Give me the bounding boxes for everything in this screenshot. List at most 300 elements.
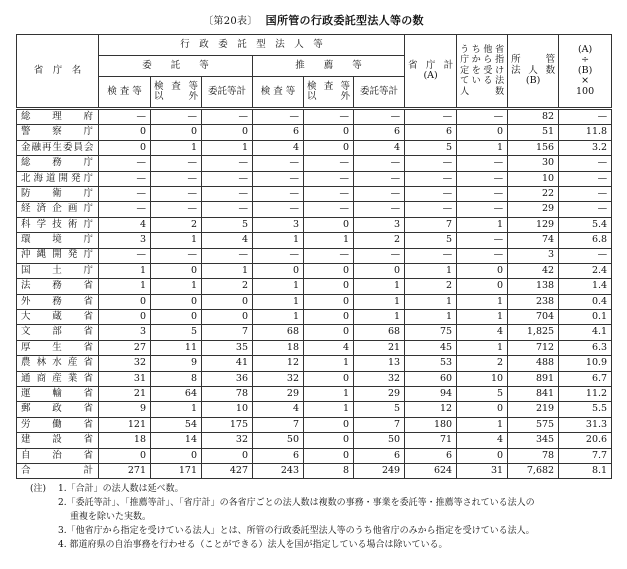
table-cell: — xyxy=(354,202,405,217)
table-cell: 6 xyxy=(354,448,405,463)
table-cell: 10 xyxy=(202,402,253,417)
table-cell: 6 xyxy=(253,448,304,463)
header-ratio xyxy=(559,35,612,109)
table-cell: 0 xyxy=(304,310,354,325)
table-cell: 78 xyxy=(508,448,559,463)
table-cell: 8 xyxy=(151,371,202,386)
table-cell: 8.1 xyxy=(559,463,612,478)
table-cell: 1 xyxy=(253,233,304,248)
table-cell: 75 xyxy=(405,325,457,340)
table-cell: 94 xyxy=(405,387,457,402)
table-cell: — xyxy=(559,202,612,217)
table-cell: — xyxy=(202,156,253,171)
table-cell: 1 xyxy=(457,217,508,232)
table-cell: 6 xyxy=(405,448,457,463)
table-cell: — xyxy=(354,186,405,201)
ministry-name: 国土庁 xyxy=(17,263,99,278)
table-cell: 74 xyxy=(508,233,559,248)
table-cell: 5 xyxy=(405,233,457,248)
table-cell: 7,682 xyxy=(508,463,559,478)
header-ratio-line: × xyxy=(581,75,590,87)
table-cell: 2.4 xyxy=(559,263,612,278)
table-cell: 42 xyxy=(508,263,559,278)
table-cell: 427 xyxy=(202,463,253,478)
table-cell: 1 xyxy=(202,263,253,278)
table-cell: 1 xyxy=(457,340,508,355)
table-cell: — xyxy=(202,109,253,125)
table-cell: 1 xyxy=(457,140,508,155)
table-cell: 841 xyxy=(508,387,559,402)
header-itaku-kensa: 検 査 等 xyxy=(99,77,151,109)
header-jurisdiction-b: (B) xyxy=(525,75,541,87)
table-cell: 0 xyxy=(99,140,151,155)
table-cell: 0 xyxy=(151,263,202,278)
header-jurisdiction xyxy=(508,35,559,109)
table-cell: 6 xyxy=(253,125,304,140)
table-cell: 5.5 xyxy=(559,402,612,417)
table-row xyxy=(17,217,612,232)
table-cell: 50 xyxy=(354,433,405,448)
table-cell: — xyxy=(457,233,508,248)
table-cell: 0 xyxy=(304,140,354,155)
ministry-name: 総理府 xyxy=(17,109,99,125)
header-jurisdiction-line: 法 人 数 xyxy=(511,64,556,76)
table-cell: 50 xyxy=(253,433,304,448)
header-jurisdiction-line: 所 管 xyxy=(511,54,556,66)
header-kensa-igai-line: 検 査 等 xyxy=(154,80,198,92)
table-cell: — xyxy=(559,171,612,186)
table-cell: 30 xyxy=(508,156,559,171)
table-cell: — xyxy=(457,171,508,186)
table-cell: 7.7 xyxy=(559,448,612,463)
table-cell: 14 xyxy=(151,433,202,448)
table-cell: 1 xyxy=(253,279,304,294)
table-cell: — xyxy=(405,171,457,186)
table-cell: 0 xyxy=(253,263,304,278)
table-cell: 0 xyxy=(457,125,508,140)
table-row xyxy=(17,248,612,263)
table-cell: — xyxy=(151,171,202,186)
table-cell: 1 xyxy=(354,279,405,294)
ministry-name: 経済企画庁 xyxy=(17,202,99,217)
table-cell: 4 xyxy=(304,340,354,355)
table-cell: 4 xyxy=(253,402,304,417)
table-cell: 22 xyxy=(508,186,559,201)
table-cell: 32 xyxy=(202,433,253,448)
table-cell: — xyxy=(354,156,405,171)
table-cell: 1 xyxy=(457,417,508,432)
table-cell: 32 xyxy=(354,371,405,386)
header-ministry: 省 庁 名 xyxy=(17,35,99,109)
header-other-line: 人 数 xyxy=(460,86,505,97)
table-cell: 5 xyxy=(457,387,508,402)
table-cell: 129 xyxy=(508,217,559,232)
table-cell: — xyxy=(99,186,151,201)
table-cell: 12 xyxy=(405,402,457,417)
table-cell: 11.2 xyxy=(559,387,612,402)
table-cell: 138 xyxy=(508,279,559,294)
table-cell: — xyxy=(99,109,151,125)
table-row xyxy=(17,417,612,432)
ministry-name: 建設省 xyxy=(17,433,99,448)
table-cell: 704 xyxy=(508,310,559,325)
table-cell: — xyxy=(253,186,304,201)
table-row xyxy=(17,140,612,155)
table-cell: — xyxy=(304,186,354,201)
table-cell: — xyxy=(559,109,612,125)
table-cell: 20.6 xyxy=(559,433,612,448)
table-cell: 0.4 xyxy=(559,294,612,309)
header-ministry-total-label: 省 庁 計 xyxy=(408,59,454,71)
table-cell: 1 xyxy=(151,279,202,294)
header-group-main: 行 政 委 託 型 法 人 等 xyxy=(99,35,405,56)
table-cell: 3 xyxy=(99,233,151,248)
table-cell: 0 xyxy=(304,417,354,432)
table-cell: 1 xyxy=(304,402,354,417)
table-cell: 1 xyxy=(405,310,457,325)
table-cell: 6.8 xyxy=(559,233,612,248)
table-row xyxy=(17,294,612,309)
ministry-name: 郵政省 xyxy=(17,402,99,417)
ministry-name: 法務省 xyxy=(17,279,99,294)
notes-label: (注) xyxy=(30,484,47,494)
notes xyxy=(30,482,620,552)
note-item-continued: 重複を除いた実数。 xyxy=(70,512,152,522)
table-cell: 10.9 xyxy=(559,356,612,371)
table-cell: 1 xyxy=(151,402,202,417)
table-row xyxy=(17,340,612,355)
table-row xyxy=(17,325,612,340)
header-other-line: 定を受け xyxy=(460,65,505,76)
table-cell: — xyxy=(405,156,457,171)
ministry-name: 警察庁 xyxy=(17,125,99,140)
table-row xyxy=(17,371,612,386)
table-row xyxy=(17,156,612,171)
header-itaku-kensa-igai xyxy=(151,77,202,109)
table-cell: 3 xyxy=(354,217,405,232)
table-cell: 54 xyxy=(151,417,202,432)
table-title-text: 国所管の行政委託型法人等の数 xyxy=(265,14,424,27)
table-cell: 1 xyxy=(253,294,304,309)
table-cell: 45 xyxy=(405,340,457,355)
header-kensa-igai-line: 検 査 等 xyxy=(307,80,350,92)
note-item: 4. 都道府県の自治事務を行わせる（ことができる）法人を国が指定している場合は除いている。 xyxy=(58,540,448,550)
table-cell: 7 xyxy=(354,417,405,432)
table-cell: 0 xyxy=(99,125,151,140)
table-cell: 51 xyxy=(508,125,559,140)
ministry-name: 文部省 xyxy=(17,325,99,340)
table-cell: — xyxy=(304,156,354,171)
table-cell: 575 xyxy=(508,417,559,432)
table-cell: 0 xyxy=(354,263,405,278)
table-cell: 2 xyxy=(202,279,253,294)
table-cell: 0 xyxy=(304,217,354,232)
table-cell: — xyxy=(99,202,151,217)
table-cell: 13 xyxy=(354,356,405,371)
ministry-name: 厚生省 xyxy=(17,340,99,355)
table-cell: 1 xyxy=(304,387,354,402)
table-cell: 5 xyxy=(354,402,405,417)
table-cell: 4 xyxy=(99,217,151,232)
table-cell: 1 xyxy=(457,294,508,309)
table-row xyxy=(17,109,612,125)
ministry-name: 通商産業省 xyxy=(17,371,99,386)
table-cell: 121 xyxy=(99,417,151,432)
table-cell: 171 xyxy=(151,463,202,478)
table-body xyxy=(17,109,612,479)
table-cell: 53 xyxy=(405,356,457,371)
table-row xyxy=(17,310,612,325)
table-cell: — xyxy=(405,248,457,263)
table-cell: 12 xyxy=(253,356,304,371)
table-cell: 0 xyxy=(202,125,253,140)
table-cell: 0 xyxy=(304,325,354,340)
table-row xyxy=(17,433,612,448)
table-cell: 9 xyxy=(151,356,202,371)
table-cell: 78 xyxy=(202,387,253,402)
table-cell: 0.1 xyxy=(559,310,612,325)
table-cell: 0 xyxy=(99,448,151,463)
header-group-suisen: 推 薦 等 xyxy=(253,56,405,77)
table-cell: 29 xyxy=(253,387,304,402)
header-ministry-total-a: (A) xyxy=(423,70,438,81)
table-cell: — xyxy=(99,248,151,263)
table-cell: 31 xyxy=(457,463,508,478)
header-ratio-line: (A) xyxy=(577,43,593,55)
table-cell: 249 xyxy=(354,463,405,478)
header-other-line: うち他省 xyxy=(460,45,505,56)
table-cell: — xyxy=(304,202,354,217)
header-other-line: 庁から指 xyxy=(460,55,505,66)
table-cell: — xyxy=(151,186,202,201)
table-cell: 3 xyxy=(508,248,559,263)
header-group-itaku: 委 託 等 xyxy=(99,56,253,77)
table-cell: 1 xyxy=(253,310,304,325)
table-cell: 6.3 xyxy=(559,340,612,355)
table-cell: — xyxy=(457,156,508,171)
table-cell: — xyxy=(559,248,612,263)
table-cell: — xyxy=(304,248,354,263)
table-cell: 891 xyxy=(508,371,559,386)
header-other-ministry xyxy=(457,35,508,109)
table-cell: — xyxy=(405,109,457,125)
table-cell: 10 xyxy=(457,371,508,386)
note-item: 3.「他省庁から指定を受けている法人」とは、所管の行政委託型法人等のうち他省庁のみから指定を受けている法人。 xyxy=(58,526,535,536)
table-cell: 1 xyxy=(99,279,151,294)
table-row xyxy=(17,263,612,278)
header-suisen-kensa: 検 査 等 xyxy=(253,77,304,109)
table-cell: — xyxy=(202,171,253,186)
table-cell: — xyxy=(457,109,508,125)
data-table xyxy=(16,34,612,479)
ministry-name: 金融再生委員会 xyxy=(17,140,99,155)
table-cell: — xyxy=(151,156,202,171)
table-title xyxy=(0,12,627,28)
table-cell: 11 xyxy=(151,340,202,355)
table-row xyxy=(17,125,612,140)
table-cell: 3 xyxy=(253,217,304,232)
table-cell: — xyxy=(202,248,253,263)
table-cell: — xyxy=(253,248,304,263)
table-cell: 243 xyxy=(253,463,304,478)
table-cell: 0 xyxy=(304,125,354,140)
table-cell: 1 xyxy=(457,310,508,325)
table-cell: 60 xyxy=(405,371,457,386)
table-cell: 0 xyxy=(457,279,508,294)
ministry-name: 農林水産省 xyxy=(17,356,99,371)
table-cell: 156 xyxy=(508,140,559,155)
table-cell: 0 xyxy=(99,294,151,309)
table-cell: 1 xyxy=(405,263,457,278)
table-cell: 10 xyxy=(508,171,559,186)
header-ratio-line: ÷ xyxy=(581,54,590,66)
table-cell: 11.8 xyxy=(559,125,612,140)
table-cell: 0 xyxy=(304,433,354,448)
table-cell: 0 xyxy=(202,310,253,325)
table-cell: 5 xyxy=(405,140,457,155)
table-number: 〔第20表〕 xyxy=(203,16,258,27)
table-cell: 6 xyxy=(405,125,457,140)
table-cell: 219 xyxy=(508,402,559,417)
table-cell: 1 xyxy=(151,140,202,155)
table-cell: — xyxy=(405,186,457,201)
table-cell: — xyxy=(99,156,151,171)
table-cell: 31.3 xyxy=(559,417,612,432)
table-cell: 238 xyxy=(508,294,559,309)
table-cell: 31 xyxy=(99,371,151,386)
table-row xyxy=(17,233,612,248)
table-cell: — xyxy=(457,186,508,201)
table-cell: 41 xyxy=(202,356,253,371)
table-cell: 7 xyxy=(253,417,304,432)
table-cell: 21 xyxy=(99,387,151,402)
table-row xyxy=(17,356,612,371)
header-ratio-line: (B) xyxy=(577,64,593,76)
table-cell: 1.4 xyxy=(559,279,612,294)
table-cell: 68 xyxy=(354,325,405,340)
header-itaku-total: 委託等計 xyxy=(202,77,253,109)
table-cell: 0 xyxy=(304,263,354,278)
table-cell: — xyxy=(99,171,151,186)
table-cell: — xyxy=(304,109,354,125)
table-cell: 82 xyxy=(508,109,559,125)
table-cell: — xyxy=(151,202,202,217)
table-cell: 712 xyxy=(508,340,559,355)
ministry-name: 総務庁 xyxy=(17,156,99,171)
table-cell: — xyxy=(559,156,612,171)
table-cell: 3.2 xyxy=(559,140,612,155)
table-cell: 71 xyxy=(405,433,457,448)
table-cell: — xyxy=(151,248,202,263)
table-cell: 345 xyxy=(508,433,559,448)
ministry-name: 外務省 xyxy=(17,294,99,309)
table-cell: 68 xyxy=(253,325,304,340)
table-cell: 36 xyxy=(202,371,253,386)
table-cell: 21 xyxy=(354,340,405,355)
ministry-name: 大蔵省 xyxy=(17,310,99,325)
table-cell: — xyxy=(304,171,354,186)
table-cell: 1 xyxy=(405,294,457,309)
table-row xyxy=(17,202,612,217)
table-cell: 4 xyxy=(457,325,508,340)
table-cell: 0 xyxy=(151,310,202,325)
table-cell: — xyxy=(559,186,612,201)
table-cell: 7 xyxy=(405,217,457,232)
table-cell: 0 xyxy=(304,371,354,386)
table-cell: 0 xyxy=(202,294,253,309)
header-suisen-total: 委託等計 xyxy=(354,77,405,109)
table-cell: 0 xyxy=(304,294,354,309)
table-cell: — xyxy=(253,171,304,186)
table-cell: 18 xyxy=(253,340,304,355)
table-cell: — xyxy=(354,171,405,186)
table-cell: — xyxy=(354,109,405,125)
header-other-line: ている法 xyxy=(460,76,505,87)
table-cell: 5.4 xyxy=(559,217,612,232)
table-cell: 488 xyxy=(508,356,559,371)
table-cell: 4 xyxy=(457,433,508,448)
table-cell: 64 xyxy=(151,387,202,402)
table-cell: 0 xyxy=(202,448,253,463)
table-row xyxy=(17,387,612,402)
table-cell: 4 xyxy=(354,140,405,155)
table-cell: 0 xyxy=(99,310,151,325)
table-cell: — xyxy=(457,202,508,217)
table-cell: 0 xyxy=(151,294,202,309)
header-kensa-igai-line: 以 外 xyxy=(307,91,350,102)
table-cell: 32 xyxy=(99,356,151,371)
ministry-name: 防衛庁 xyxy=(17,186,99,201)
table-cell: 7 xyxy=(202,325,253,340)
table-cell: 1 xyxy=(304,233,354,248)
table-cell: 0 xyxy=(151,125,202,140)
table-cell: 27 xyxy=(99,340,151,355)
table-cell: 3 xyxy=(99,325,151,340)
table-cell: 175 xyxy=(202,417,253,432)
table-cell: — xyxy=(151,109,202,125)
table-cell: 0 xyxy=(151,448,202,463)
table-row xyxy=(17,402,612,417)
ministry-name: 自治省 xyxy=(17,448,99,463)
header-suisen-kensa-igai xyxy=(304,77,354,109)
ministry-name: 科学技術庁 xyxy=(17,217,99,232)
table-cell: 624 xyxy=(405,463,457,478)
table-cell: 271 xyxy=(99,463,151,478)
ministry-name: 北海道開発庁 xyxy=(17,171,99,186)
table-cell: 29 xyxy=(508,202,559,217)
table-cell: 0 xyxy=(457,448,508,463)
table-cell: 1 xyxy=(354,310,405,325)
table-cell: 29 xyxy=(354,387,405,402)
note-item: 1.「合計」の法人数は延べ数。 xyxy=(58,484,184,494)
table-cell: — xyxy=(354,248,405,263)
ministry-name: 合計 xyxy=(17,463,99,478)
table-cell: 1 xyxy=(151,233,202,248)
table-cell: 5 xyxy=(151,325,202,340)
header-ministry-total xyxy=(405,35,457,109)
table-cell: — xyxy=(253,202,304,217)
table-cell: 6.7 xyxy=(559,371,612,386)
table-cell: 1,825 xyxy=(508,325,559,340)
note-item: 2.「委託等計」、「推薦等計」、「省庁計」の各省庁ごとの法人数は複数の事務・事業を委託等・推薦等されている法人の xyxy=(58,498,535,508)
table-cell: 0 xyxy=(304,279,354,294)
table-cell: — xyxy=(405,202,457,217)
table-row xyxy=(17,171,612,186)
table-cell: 8 xyxy=(304,463,354,478)
table-cell: — xyxy=(202,186,253,201)
header-ratio-line: 100 xyxy=(576,85,595,97)
table-cell: 9 xyxy=(99,402,151,417)
